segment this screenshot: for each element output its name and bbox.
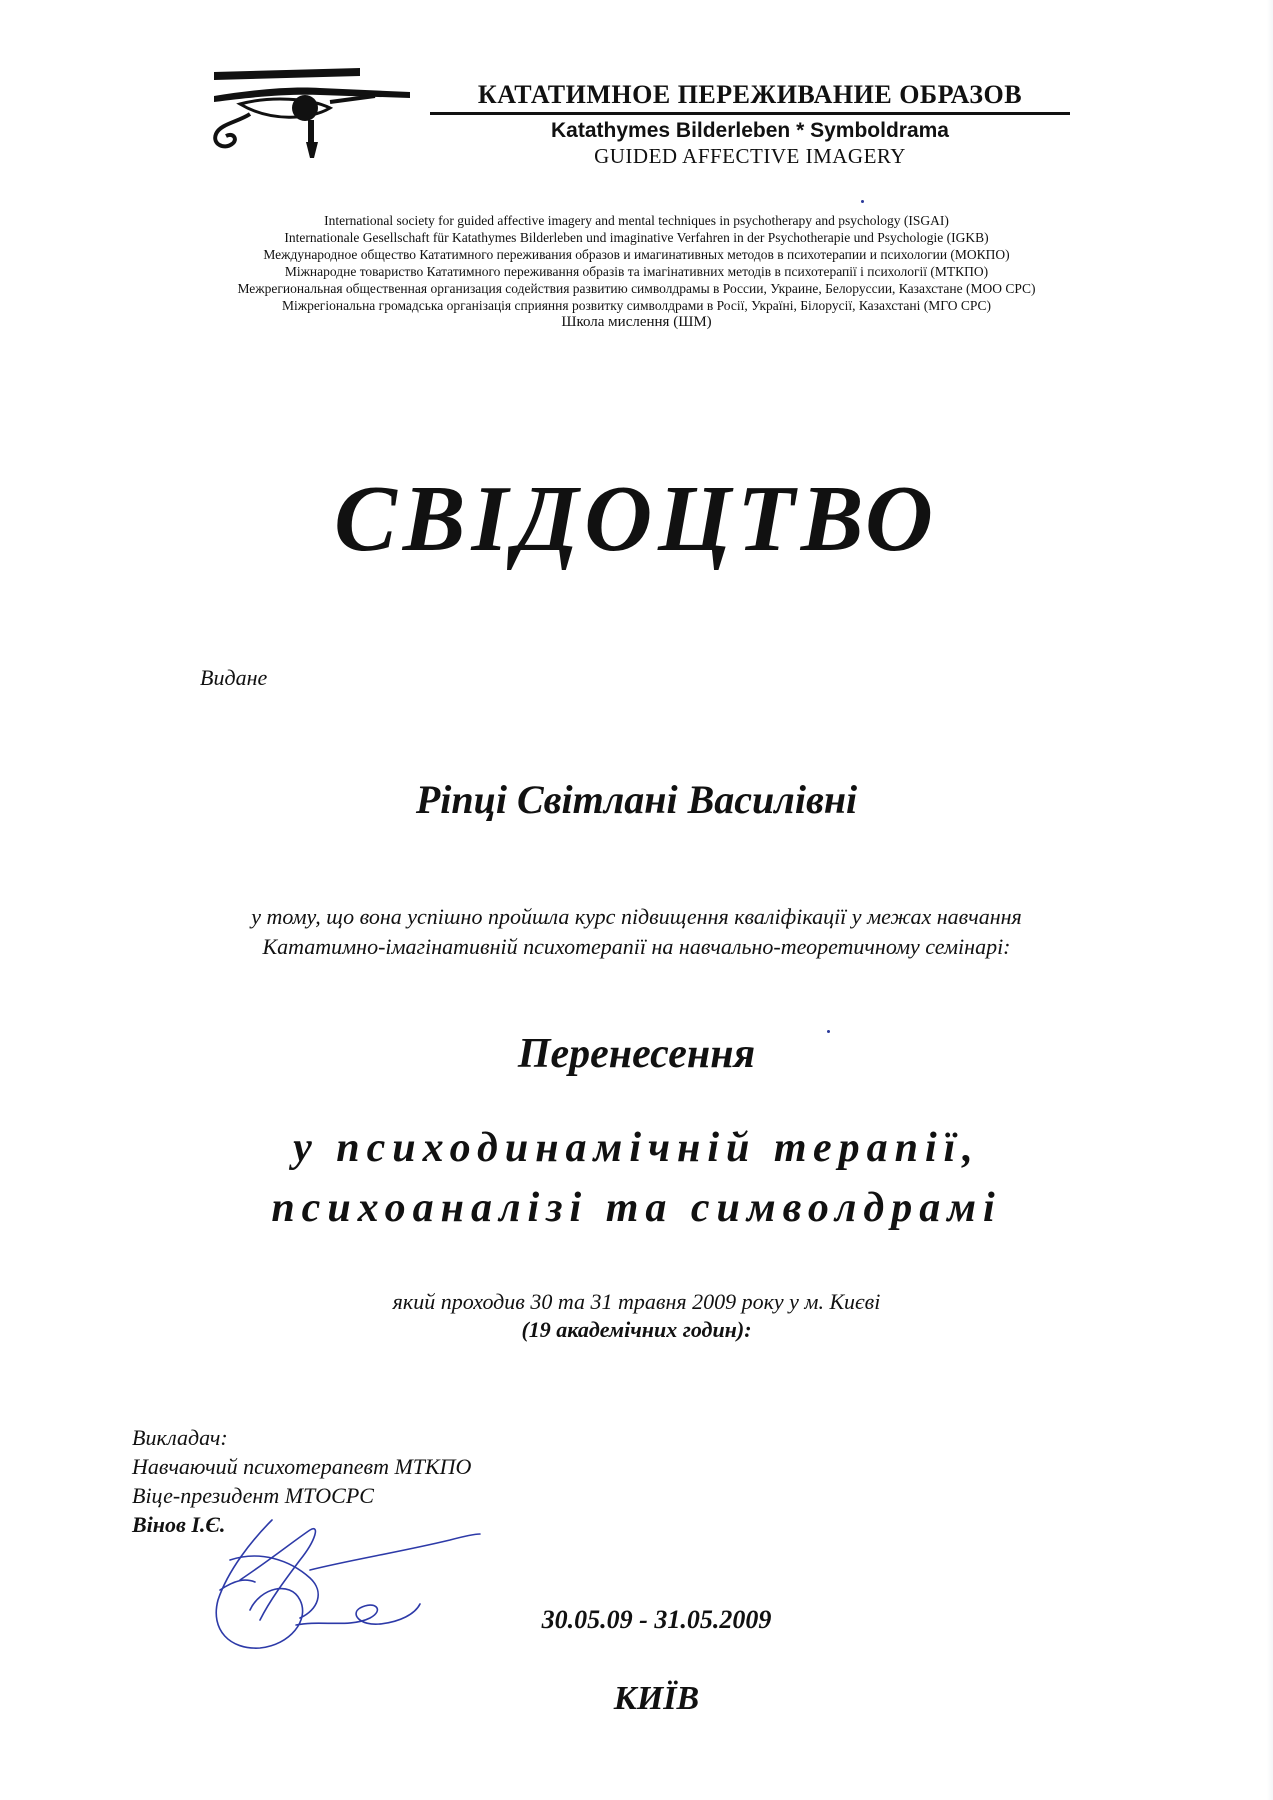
lecturer-name: Вінов І.Є. <box>132 1512 226 1537</box>
issued-label: Видане <box>200 665 268 690</box>
seminar-date-place: який проходив 30 та 31 травня 2009 року у м. Києві <box>392 1289 881 1314</box>
signature-image <box>200 1500 490 1665</box>
lecturer-role: Віце-президент МТОСРС <box>132 1483 374 1508</box>
seminar-topic-heading: Перенесення <box>517 1031 756 1077</box>
organization-line: International society for guided affective imagery and mental techniques in psychotherapy and psychology (ISGAI) <box>324 213 949 228</box>
lecturer-label: Викладач: <box>132 1425 228 1450</box>
organization-line: Internationale Gesellschaft für Katathymes Bilderleben und imaginative Verfahren in der Psychotherapie und Psychologie (IGKB) <box>284 230 989 245</box>
scan-speck <box>827 1030 830 1033</box>
header-title-de: Katathymes Bilderleben * Symboldrama <box>551 119 949 142</box>
header-title-en: GUIDED AFFECTIVE IMAGERY <box>594 144 906 168</box>
organizations-list <box>150 212 1123 331</box>
organization-line: Міжнародне товариство Кататимного переживання образів та імагінативних методів в психотерапії і психології (МТКПО) <box>284 264 989 279</box>
recipient-name: Ріпці Світлані Василівні <box>415 777 858 822</box>
organization-line: Международное общество Кататимного переживания образов и имагинативных методов в психотерапии и психологии (МОКПО) <box>263 247 1010 262</box>
certificate-city: КИЇВ <box>613 1680 700 1717</box>
certificate-dates: 30.05.09 - 31.05.2009 <box>541 1605 772 1634</box>
seminar-details <box>0 1288 1273 1344</box>
description-line: Кататимно-імагінативній психотерапії на навчально-теоретичному семінарі: <box>262 934 1011 959</box>
seminar-topic-subtitle <box>0 1118 1273 1238</box>
topic-line: психоаналізі та символдрамі <box>271 1185 1002 1231</box>
topic-line: у психодинамічній терапії, <box>293 1125 980 1171</box>
description-line: у тому, що вона успішно пройшла курс підвищення кваліфікації у межах навчання <box>251 904 1022 929</box>
lecturer-role: Навчаючий психотерапевт МТКПО <box>132 1454 472 1479</box>
seminar-hours: (19 академічних годин): <box>521 1317 752 1342</box>
certificate-description <box>120 902 1153 962</box>
organization-line: Школа мислення (ШМ) <box>561 314 712 330</box>
scan-speck <box>861 200 864 203</box>
certificate-title: СВІДОЦТВО <box>334 467 939 571</box>
organization-line: Міжрегіональна громадська організація сприяння розвитку символдрами в Росії, Україні, Білорусії, Казахстані (МГО СРС) <box>281 298 992 313</box>
scan-edge <box>1267 0 1273 1800</box>
organization-line: Межрегиональная общественная организация содействия развитию символдрамы в России, Украине, Белоруссии, Казахстане (МОО СРС) <box>237 281 1036 296</box>
header-title-ru: КАТАТИМНОЕ ПЕРЕЖИВАНИЕ ОБРАЗОВ <box>430 80 1070 115</box>
eye-of-horus-icon <box>210 62 410 167</box>
